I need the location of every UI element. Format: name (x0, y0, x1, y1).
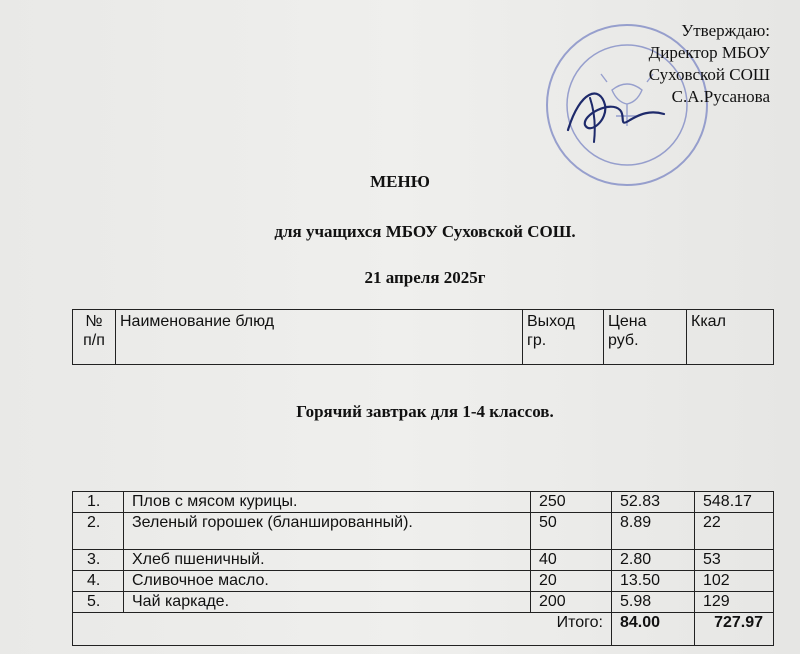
approval-line: Суховской СОШ (648, 65, 770, 84)
item-price: 2.80 (612, 550, 695, 571)
total-price: 84.00 (612, 613, 695, 646)
total-label: Итого: (73, 613, 612, 646)
item-kcal: 129 (695, 592, 774, 613)
header-yield-line: гр. (527, 332, 547, 349)
item-kcal: 548.17 (695, 492, 774, 513)
header-num (73, 310, 116, 365)
table-row (73, 492, 774, 513)
item-yield: 20 (531, 571, 612, 592)
item-yield: 250 (531, 492, 612, 513)
item-yield: 200 (531, 592, 612, 613)
approval-line: С.А.Русанова (671, 87, 770, 106)
menu-subtitle: для учащихся МБОУ Суховской СОШ. (274, 222, 576, 241)
header-kcal: Ккал (687, 310, 774, 365)
item-price: 13.50 (612, 571, 695, 592)
header-table (72, 309, 774, 365)
header-yield-line: Выход (527, 313, 575, 330)
header-yield (523, 310, 604, 365)
menu-title: МЕНЮ (370, 172, 430, 191)
item-yield: 40 (531, 550, 612, 571)
director-signature (560, 80, 670, 150)
item-name: Сливочное масло. (124, 571, 531, 592)
item-yield: 50 (531, 513, 612, 550)
total-row (73, 613, 774, 646)
item-num: 4. (73, 571, 124, 592)
menu-items-table (72, 491, 774, 646)
approval-line: Директор МБОУ (648, 43, 770, 62)
item-kcal: 53 (695, 550, 774, 571)
section-title: Горячий завтрак для 1-4 классов. (296, 402, 554, 421)
item-price: 8.89 (612, 513, 695, 550)
header-row (73, 310, 774, 365)
item-num: 5. (73, 592, 124, 613)
item-name: Хлеб пшеничный. (124, 550, 531, 571)
item-num: 2. (73, 513, 124, 550)
table-row (73, 571, 774, 592)
header-price-line: руб. (608, 332, 639, 349)
menu-date: 21 апреля 2025г (364, 268, 486, 287)
header-num-line: № (85, 313, 103, 330)
table-row (73, 513, 774, 550)
item-price: 52.83 (612, 492, 695, 513)
total-kcal: 727.97 (695, 613, 774, 646)
header-name: Наименование блюд (116, 310, 523, 365)
table-row (73, 592, 774, 613)
item-name: Зеленый горошек (бланшированный). (124, 513, 531, 550)
item-kcal: 22 (695, 513, 774, 550)
header-price-line: Цена (608, 313, 647, 330)
approval-line: Утверждаю: (681, 21, 770, 40)
item-name: Плов с мясом курицы. (124, 492, 531, 513)
item-num: 3. (73, 550, 124, 571)
table-row (73, 550, 774, 571)
item-kcal: 102 (695, 571, 774, 592)
header-price (604, 310, 687, 365)
item-price: 5.98 (612, 592, 695, 613)
item-num: 1. (73, 492, 124, 513)
header-num-line: п/п (83, 332, 105, 349)
item-name: Чай каркаде. (124, 592, 531, 613)
